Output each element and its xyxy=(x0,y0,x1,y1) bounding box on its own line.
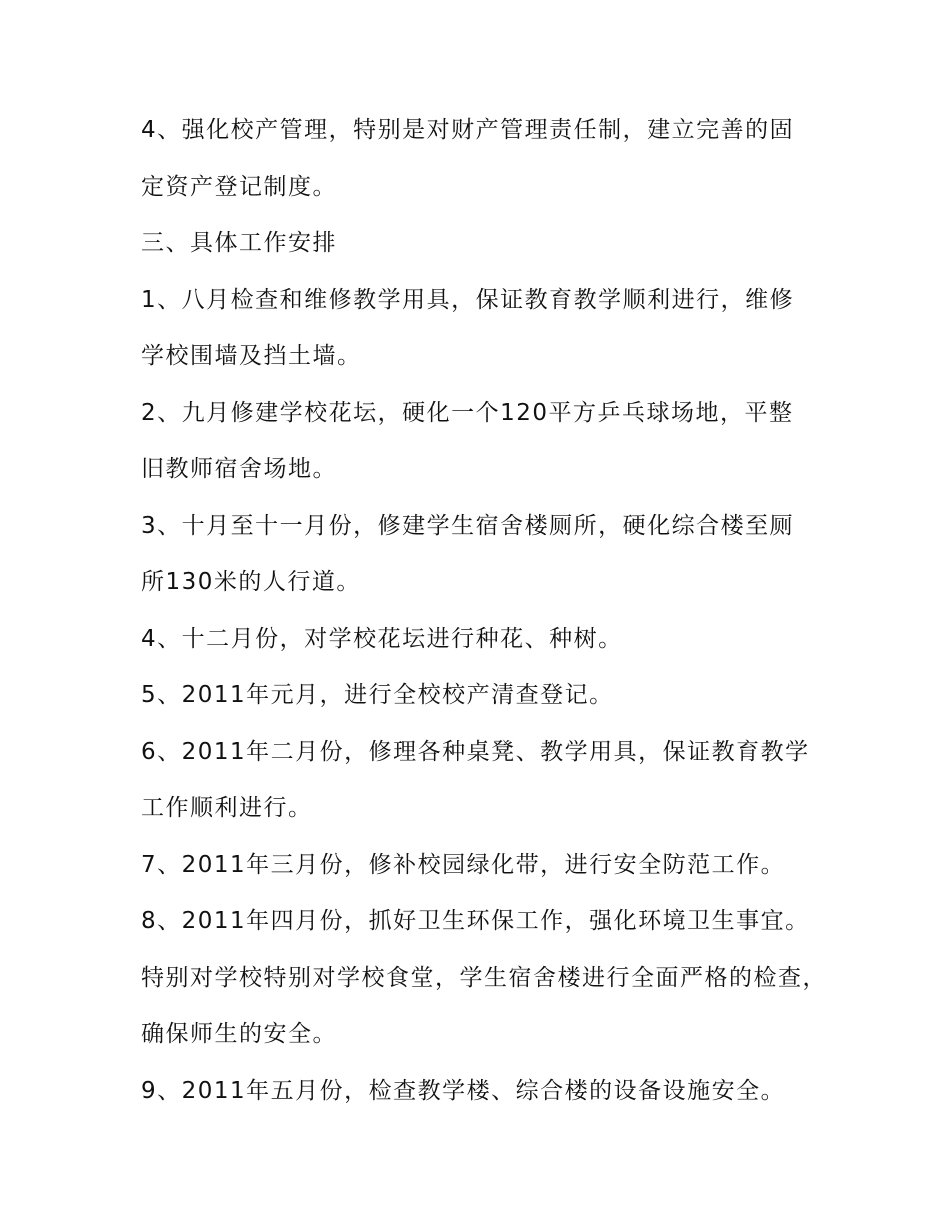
document-body xyxy=(141,0,850,1128)
text-line-7: 旧教师宿舍场地。 xyxy=(141,456,337,482)
text-line-5: 学校围墙及挡土墙。 xyxy=(141,343,362,369)
text-line-8: 3、十月至十一月份，修建学生宿舍楼厕所，硬化综合楼至厕 xyxy=(141,512,795,539)
text-line-14: 7、2011年三月份，修补校园绿化带，进行安全防范工作。 xyxy=(141,851,786,878)
text-line-4: 1、八月检查和维修教学用具，保证教育教学顺利进行，维修 xyxy=(141,286,795,313)
text-line-13: 工作顺利进行。 xyxy=(141,795,313,821)
text-line-6: 2、九月修建学校花坛，硬化一个120平方乒乓球场地，平整 xyxy=(141,399,794,426)
text-line-18: 9、2011年五月份，检查教学楼、综合楼的设备设施安全。 xyxy=(141,1077,786,1104)
text-line-10: 4、十二月份，对学校花坛进行种花、种树。 xyxy=(141,625,623,652)
text-line-9: 所130米的人行道。 xyxy=(141,569,361,595)
text-line-2: 定资产登记制度。 xyxy=(141,173,337,200)
text-line-15: 8、2011年四月份，抓好卫生环保工作，强化环境卫生事宜。 xyxy=(141,908,810,934)
text-line-12: 6、2011年二月份，修理各种桌凳、教学用具，保证教育教学 xyxy=(141,738,810,765)
text-line-11: 5、2011年元月，进行全校校产清查登记。 xyxy=(141,682,614,708)
section-heading: 三、具体工作安排 xyxy=(141,230,337,256)
text-line-17: 确保师生的安全。 xyxy=(141,1021,337,1047)
text-line-1: 4、强化校产管理，特别是对财产管理责任制，建立完善的固 xyxy=(141,117,795,143)
text-line-16: 特别对学校特别对学校食堂，学生宿舍楼进行全面严格的检查， xyxy=(141,964,827,991)
